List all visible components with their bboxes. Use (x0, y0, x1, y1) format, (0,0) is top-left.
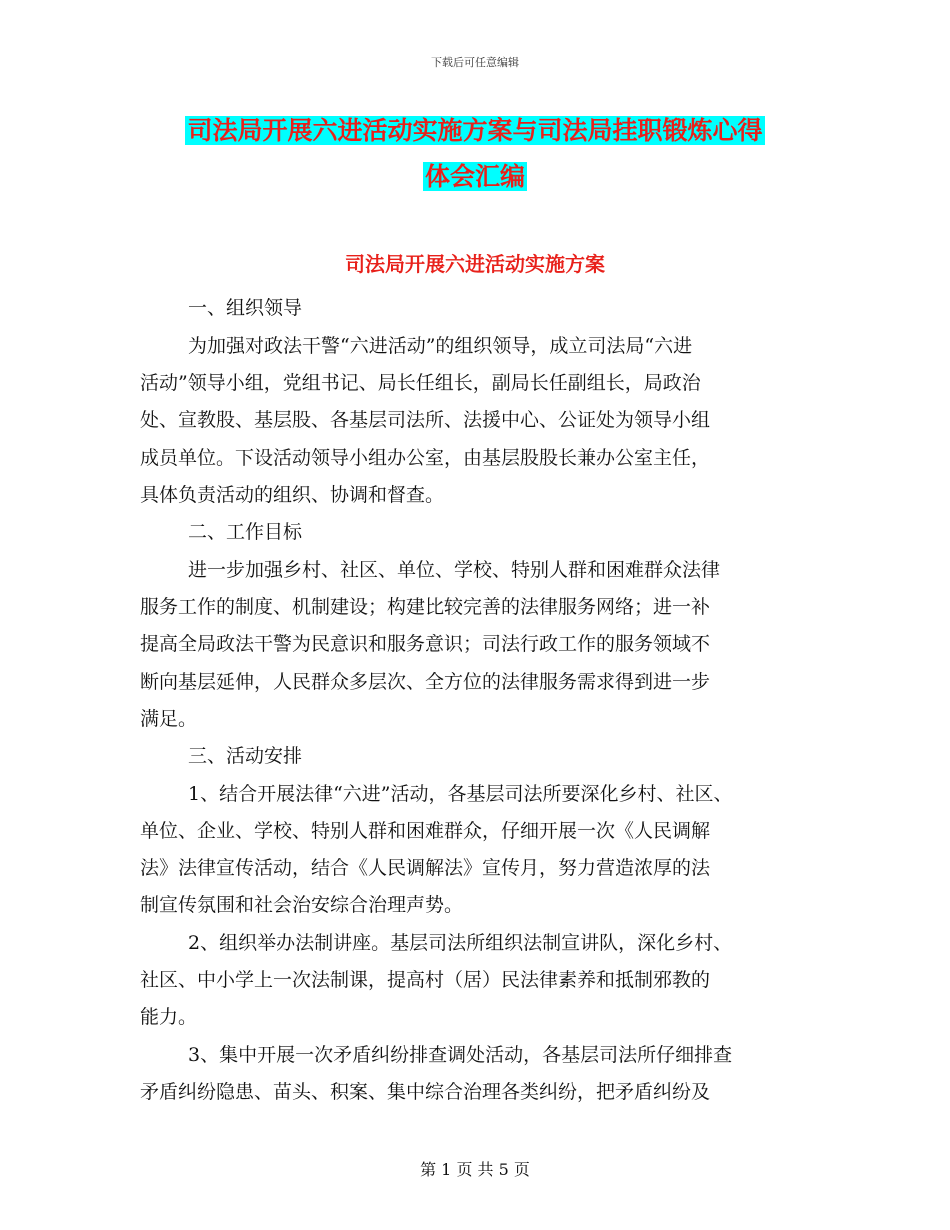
heading-organization: 一、组织领导 (188, 297, 303, 319)
paragraph-line: 具体负责活动的组织、协调和督查。 (140, 484, 445, 506)
paragraph-line: 能力。 (140, 1006, 198, 1028)
document-title-line-2: 体会汇编 (424, 162, 525, 191)
header-note: 下载后可任意编辑 (431, 56, 519, 69)
page-number-footer: 第 1 页 共 5 页 (420, 1160, 530, 1179)
paragraph-line: 单位、企业、学校、特别人群和困难群众，仔细开展一次《人民调解 (140, 820, 711, 842)
paragraph-line: 提高全局政法干警为民意识和服务意识；司法行政工作的服务领域不 (140, 633, 711, 655)
paragraph-line: 1、结合开展法律“六进”活动，各基层司法所要深化乡村、社区、 (188, 783, 733, 805)
paragraph-line: 2、组织举办法制讲座。基层司法所组织法制宣讲队，深化乡村、 (188, 932, 733, 954)
paragraph-line: 断向基层延伸，人民群众多层次、全方位的法律服务需求得到进一步 (140, 671, 711, 693)
paragraph-line: 活动”领导小组，党组书记、局长任组长，副局长任副组长，局政治 (140, 372, 701, 394)
paragraph-line: 矛盾纠纷隐患、苗头、积案、集中综合治理各类纠纷，把矛盾纠纷及 (140, 1081, 711, 1103)
paragraph-line: 满足。 (140, 708, 198, 730)
paragraph-line: 进一步加强乡村、社区、单位、学校、特别人群和困难群众法律 (188, 559, 721, 581)
section-title: 司法局开展六进活动实施方案 (345, 252, 605, 276)
heading-activity-arrangement: 三、活动安排 (188, 745, 303, 767)
paragraph-line: 服务工作的制度、机制建设；构建比较完善的法律服务网络；进一补 (140, 596, 711, 618)
document-title (140, 108, 810, 200)
paragraph-line: 制宣传氛围和社会治安综合治理声势。 (140, 894, 464, 916)
paragraph-line: 为加强对政法干警“六进活动”的组织领导，成立司法局“六进 (188, 335, 693, 357)
paragraph-line: 法》法律宣传活动，结合《人民调解法》宣传月，努力营造浓厚的法 (140, 857, 711, 879)
paragraph-line: 社区、中小学上一次法制课，提高村（居）民法律素养和抵制邪教的 (140, 969, 711, 991)
paragraph-line: 成员单位。下设活动领导小组办公室，由基层股股长兼办公室主任， (140, 447, 711, 469)
paragraph-line: 3、集中开展一次矛盾纠纷排查调处活动，各基层司法所仔细排查 (188, 1044, 733, 1066)
document-title-line-1: 司法局开展六进活动实施方案与司法局挂职锻炼心得 (187, 116, 763, 145)
paragraph-line: 处、宣教股、基层股、各基层司法所、法援中心、公证处为领导小组 (140, 409, 711, 431)
heading-work-goals: 二、工作目标 (188, 521, 303, 543)
